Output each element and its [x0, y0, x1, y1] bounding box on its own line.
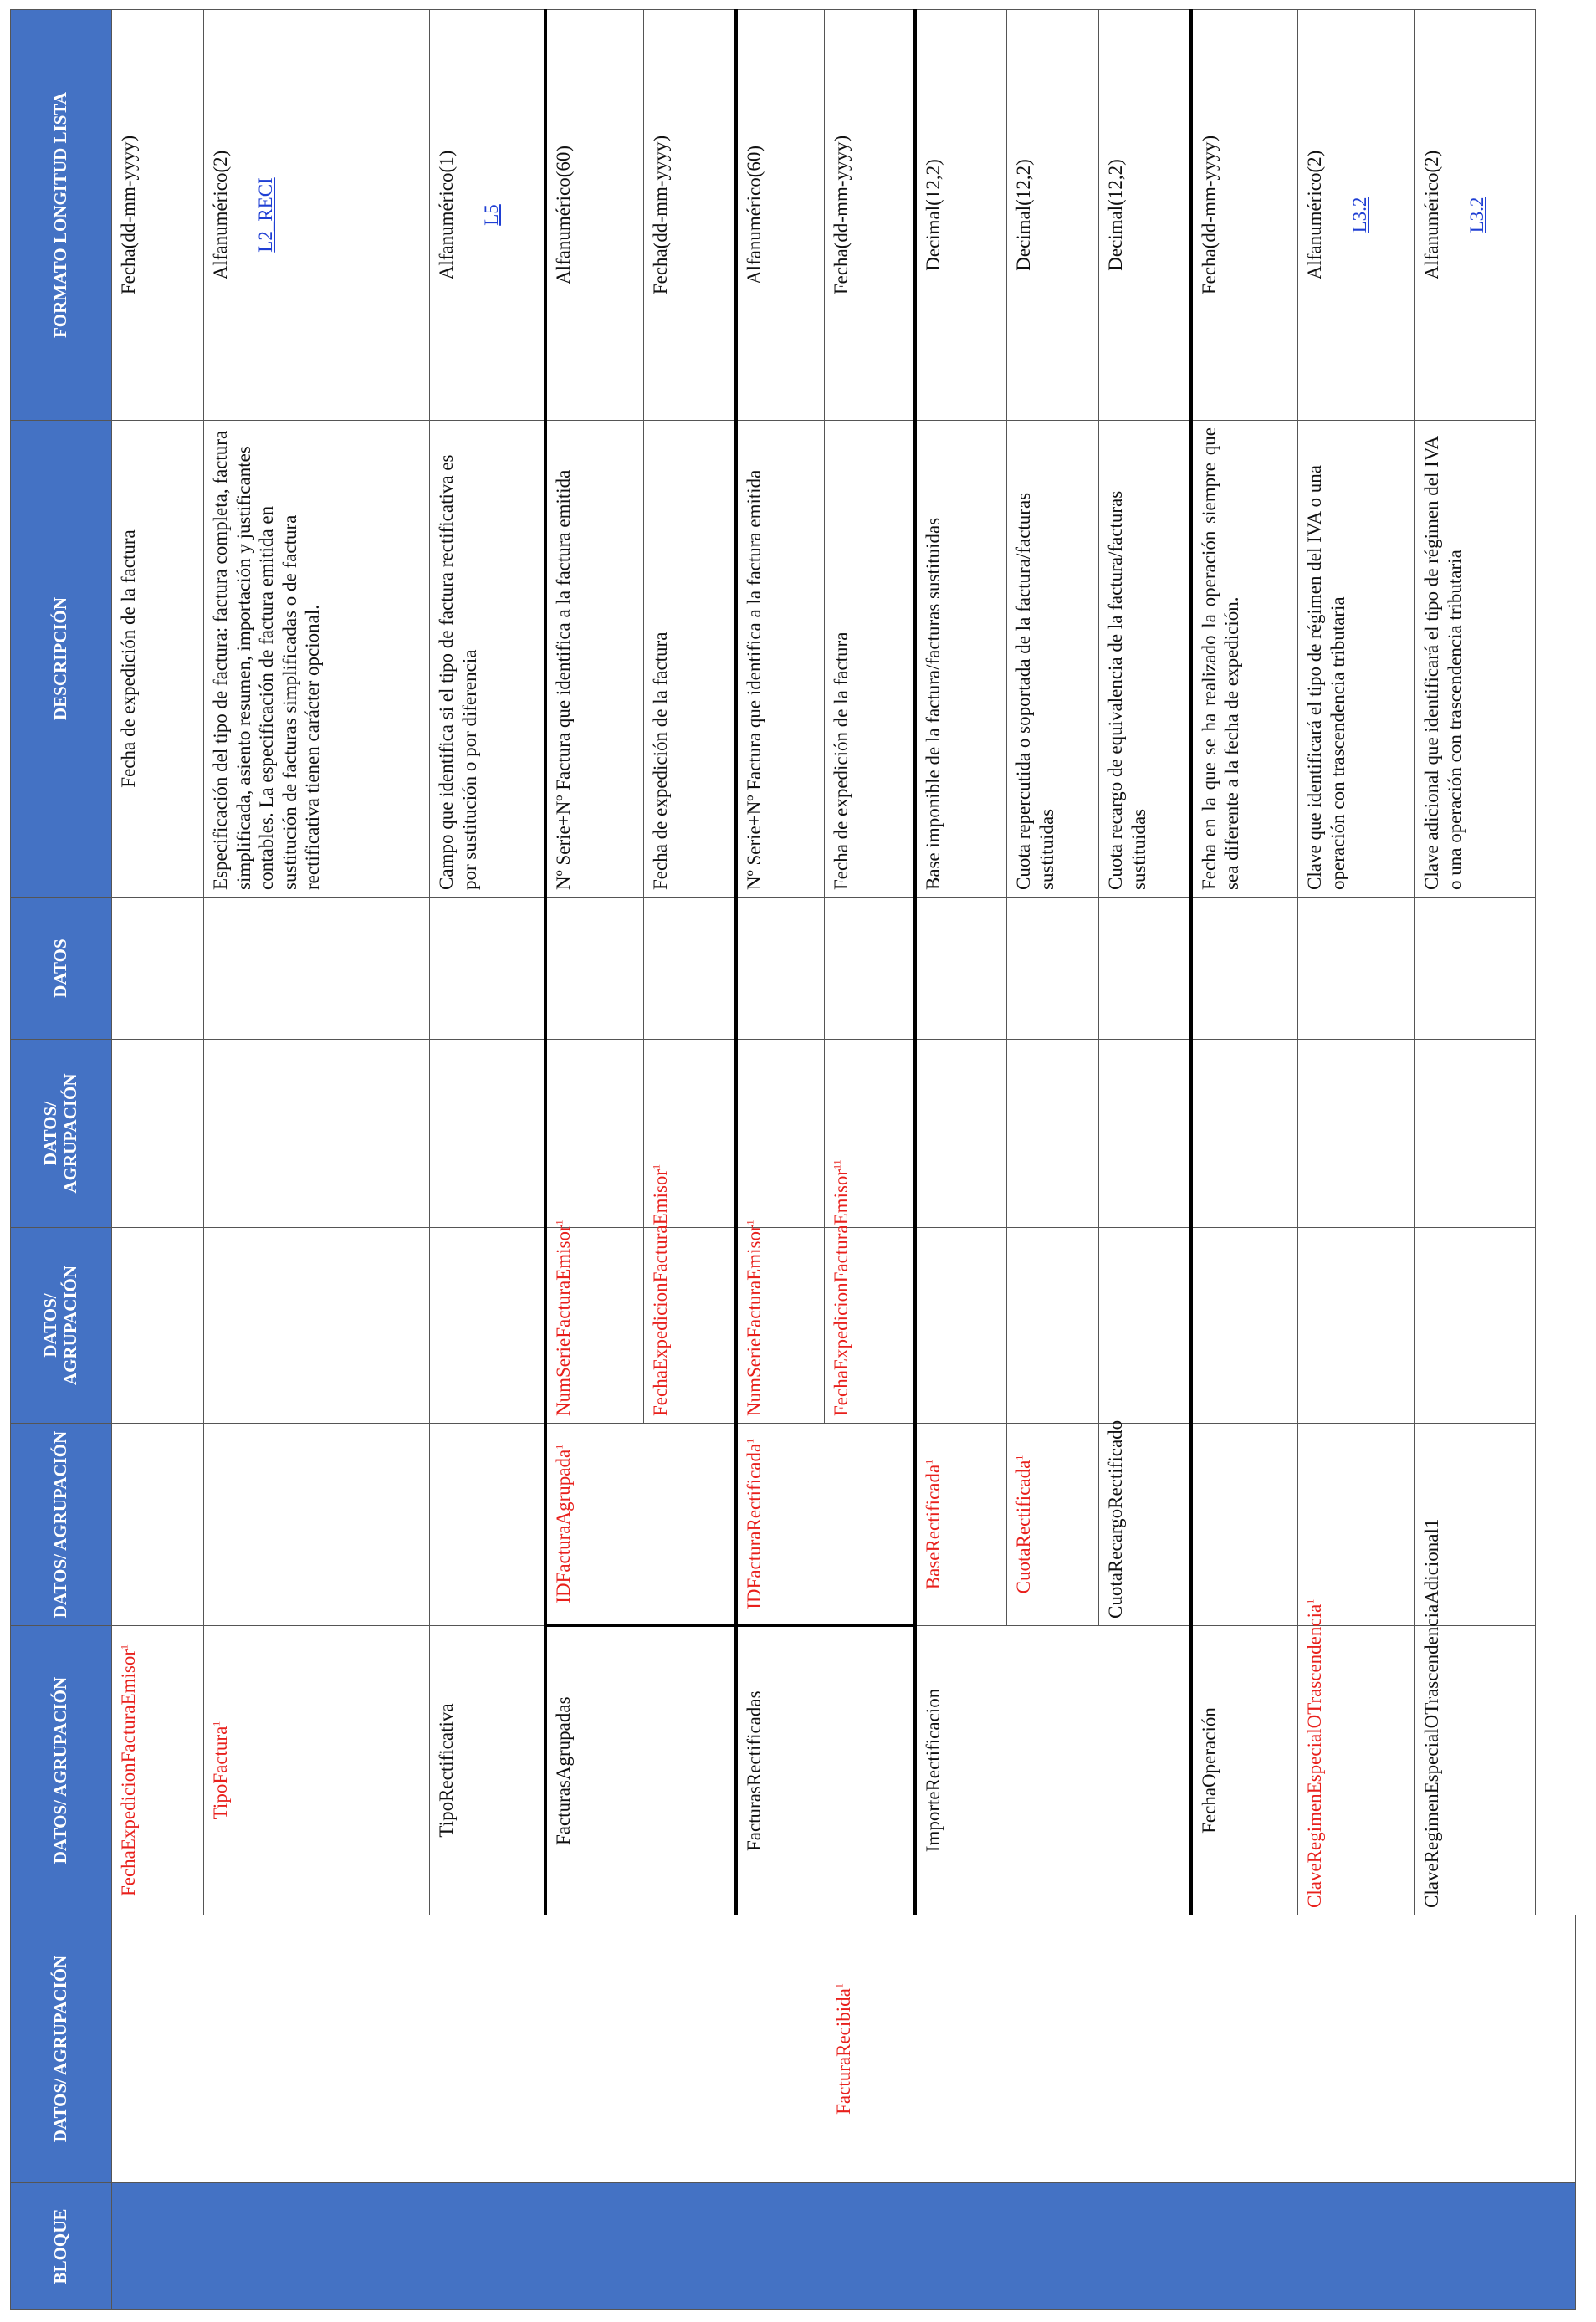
field-cell: ClaveRegimenEspecialOTrascendenciaAdicional1 [1415, 1626, 1536, 1915]
field-name: ClaveRegimenEspecialOTrascendencia [1304, 1603, 1325, 1908]
format-cell: Fecha(dd-mm-yyyy) [644, 10, 736, 421]
field-name: TipoFactura [210, 1726, 231, 1820]
desc-cell: Nº Serie+Nº Factura que identifica a la factura emitida [736, 421, 825, 898]
format-cell [204, 10, 430, 421]
subfield-cell: CuotaRectificada$^1$ [1007, 1424, 1099, 1626]
field-cell: FacturasRectificadas [736, 1626, 915, 1915]
group-name: IDFacturaAgrupada [552, 1449, 574, 1603]
header-row [11, 10, 112, 2310]
header-datos: DATOS [11, 898, 112, 1040]
subfield-name: CuotaRectificada [1013, 1460, 1034, 1594]
format-text: Alfanumérico(2) [1304, 150, 1325, 280]
desc-cell: Cuota repercutida o soportada de la factura/facturas sustituidas [1007, 421, 1099, 898]
field-cell: FechaOperación [1191, 1626, 1298, 1915]
format-cell: Decimal(12,2) [1099, 10, 1191, 421]
field-name: FechaExpedicionFacturaEmisor [118, 1649, 139, 1897]
block-label: FacturaRecibida [832, 1988, 854, 2115]
format-cell: Decimal(12,2) [1007, 10, 1099, 421]
header-datos-agrupacion-4: DATOS/ AGRUPACIÓN [11, 1228, 112, 1424]
field-cell: FechaExpedicionFacturaEmisor$^1$ [112, 1626, 204, 1915]
table-row [112, 10, 204, 2310]
desc-cell: Campo que identifica si el tipo de factura rectificativa es por sustitución o por diferencia [430, 421, 545, 898]
desc-cell: Fecha de expedición de la factura [112, 421, 204, 898]
list-link-l5[interactable]: L5 [480, 204, 502, 226]
desc-cell: Cuota recargo de equivalencia de la factura/facturas sustituidas [1099, 421, 1191, 898]
field-cell: ImporteRectificacion [915, 1626, 1191, 1915]
format-cell: Alfanumérico(60) [545, 10, 644, 421]
header-descripcion: DESCRIPCIÓN [11, 421, 112, 898]
desc-cell: Fecha en la que se ha realizado la operación siempre que sea diferente a la fecha de expedición. [1191, 421, 1298, 898]
spec-table [10, 9, 1576, 2310]
bloque-cell [112, 2183, 1576, 2310]
group-cell: IDFacturaAgrupada$^1$ [545, 1424, 736, 1626]
header-datos-agrupacion-1: DATOS/ AGRUPACIÓN [11, 1915, 112, 2183]
subfield-cell: NumSerieFacturaEmisor$^1$ [736, 1228, 825, 1424]
field-cell: TipoRectificativa [430, 1626, 545, 1915]
format-cell [1415, 10, 1536, 421]
format-cell: Alfanumérico(60) [736, 10, 825, 421]
format-text: Alfanumérico(2) [210, 150, 231, 280]
header-formato: FORMATO LONGITUD LISTA [11, 10, 112, 421]
subfield-cell: FechaExpedicionFacturaEmisor$^1$ [644, 1228, 736, 1424]
desc-cell: Nº Serie+Nº Factura que identifica a la factura emitida [545, 421, 644, 898]
format-cell [1298, 10, 1415, 421]
format-cell: Fecha(dd-mm-yyyy) [1191, 10, 1298, 421]
subfield-name: NumSerieFacturaEmisor [743, 1225, 765, 1416]
format-cell: Fecha(dd-mm-yyyy) [112, 10, 204, 421]
desc-cell: Especificación del tipo de factura: factura completa, factura simplificada, asiento resumen, importación y justificantes contables. La especificación de factura emitida en sustitución de facturas simplificadas o de factura rectificativa tienen carácter opcional. [204, 421, 430, 898]
format-cell: Decimal(12,2) [915, 10, 1007, 421]
format-text: Alfanumérico(2) [1421, 150, 1442, 280]
desc-cell: Clave que identificará el tipo de régimen del IVA o una operación con trascendencia tributaria [1298, 421, 1415, 898]
group-name: IDFacturaRectificada [743, 1443, 765, 1609]
subfield-cell: FechaExpedicionFacturaEmisor$^{11}$ [825, 1228, 915, 1424]
header-datos-agrupacion-5: DATOS/ AGRUPACIÓN [11, 1040, 112, 1228]
subfield-name: NumSerieFacturaEmisor [552, 1225, 574, 1416]
desc-cell: Clave adicional que identificará el tipo de régimen del IVA o una operación con trascendencia tributaria [1415, 421, 1536, 898]
desc-cell: Fecha de expedición de la factura [825, 421, 915, 898]
format-cell: Fecha(dd-mm-yyyy) [825, 10, 915, 421]
header-datos-agrupacion-2: DATOS/ AGRUPACIÓN [11, 1626, 112, 1915]
subfield-cell: CuotaRecargoRectificado [1099, 1424, 1191, 1626]
format-text: Alfanumérico(1) [436, 150, 457, 280]
header-datos-agrupacion-3: DATOS/ AGRUPACIÓN [11, 1424, 112, 1626]
format-cell [430, 10, 545, 421]
list-link-l3-2[interactable]: L3.2 [1466, 197, 1487, 233]
field-cell: TipoFactura$^1$ [204, 1626, 430, 1915]
subfield-name: FechaExpedicionFacturaEmisor [650, 1169, 671, 1416]
desc-cell: Fecha de expedición de la factura [644, 421, 736, 898]
block-label-cell: FacturaRecibida$^1$ [112, 1915, 1576, 2183]
header-bloque: BLOQUE [11, 2183, 112, 2310]
subfield-name: FechaExpedicionFacturaEmisor [831, 1169, 852, 1416]
subfield-name: BaseRectificada [922, 1464, 944, 1590]
list-link-l3-2[interactable]: L3.2 [1348, 197, 1370, 233]
group-cell: IDFacturaRectificada$^1$ [736, 1424, 915, 1626]
subfield-cell: NumSerieFacturaEmisor$^1$ [545, 1228, 644, 1424]
field-cell: FacturasAgrupadas [545, 1626, 736, 1915]
field-cell: ClaveRegimenEspecialOTrascendencia$^1$ [1298, 1626, 1415, 1915]
desc-cell: Base imponible de la factura/facturas sustituidas [915, 421, 1007, 898]
subfield-cell: BaseRectificada$^1$ [915, 1424, 1007, 1626]
list-link-l2-reci[interactable]: L2_RECI [254, 177, 276, 253]
